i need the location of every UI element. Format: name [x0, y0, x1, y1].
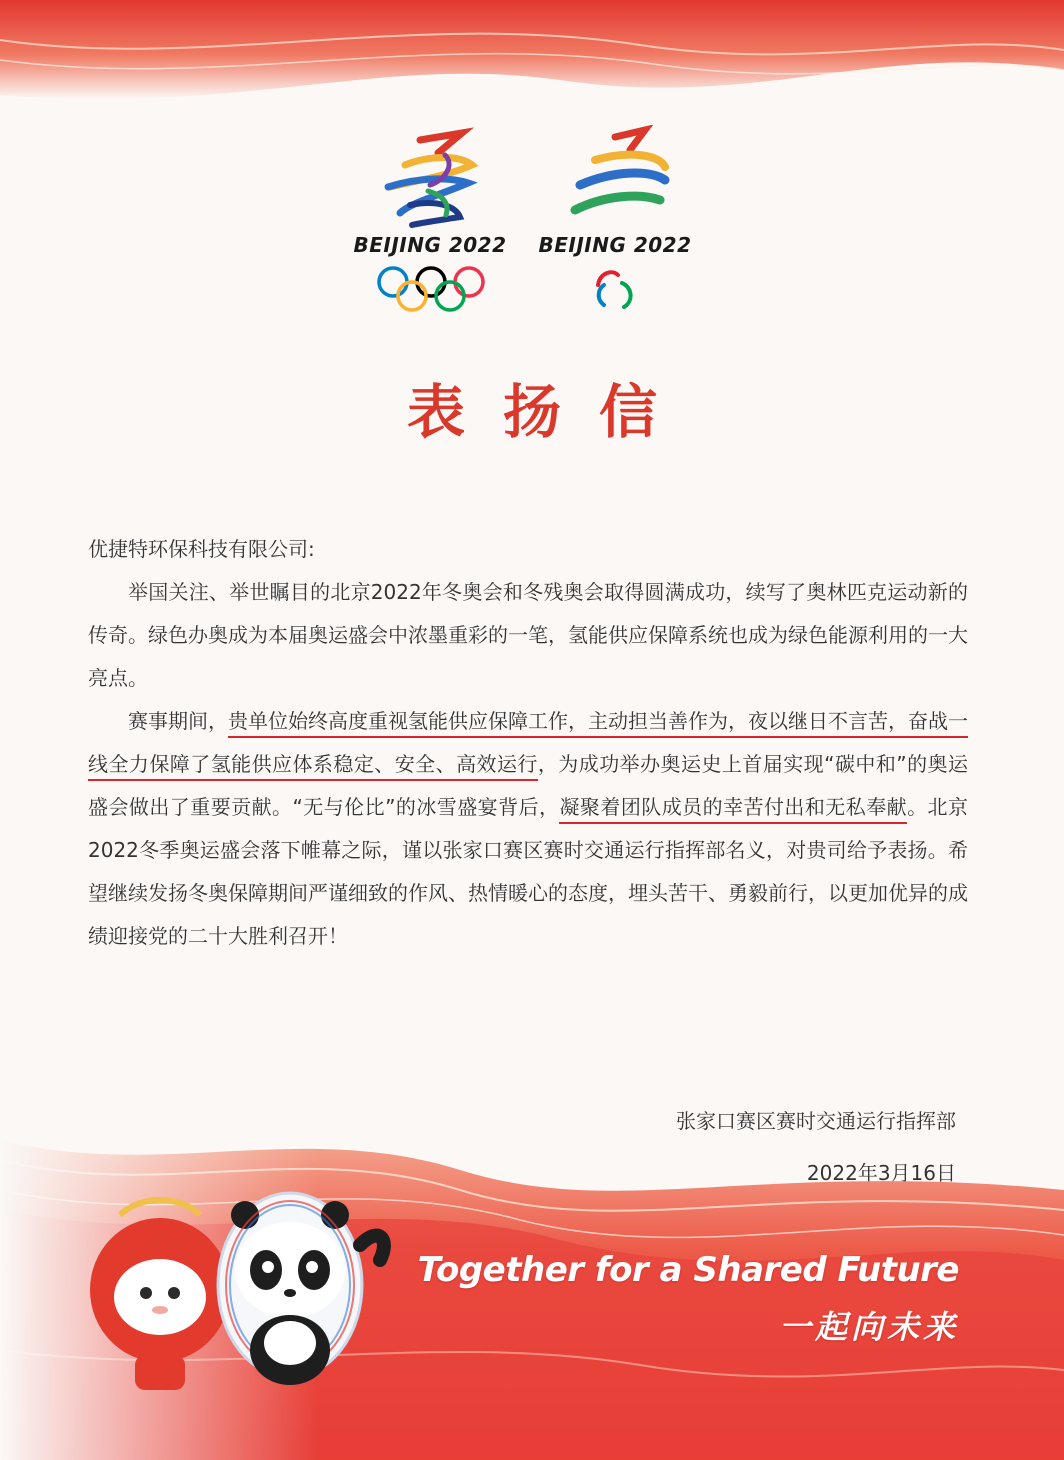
highlighted-text-2: 凝聚着团队成员的幸苦付出和无私奉献	[559, 795, 907, 824]
paragraph-2-part-1: 赛事期间，	[128, 709, 228, 733]
agitos-icon	[590, 265, 640, 313]
letter-body	[88, 528, 968, 958]
paralympic-fei-emblem-icon	[535, 125, 695, 230]
olympic-dong-emblem-icon	[350, 125, 510, 230]
paralympic-wordmark: BEIJING 2022	[538, 233, 692, 257]
bing-dwen-dwen-mascot-icon	[218, 1193, 384, 1385]
paragraph-2-part-3: 。北京2022冬季奥运盛会落下帷幕之际，谨以张家口赛区赛时交通运行指挥部名义，对贵司给予表扬。希望继续发扬冬奥保障期间严谨细致的作风、热情暖心的态度，埋头苦干、勇毅前行，以更加优异的成绩迎接党的二十大胜利召开！	[88, 795, 969, 948]
paragraph-1: 举国关注、举世瞩目的北京2022年冬奥会和冬残奥会取得圆满成功，续写了奥林匹克运动新的传奇。绿色办奥成为本届奥运盛会中浓墨重彩的一笔，氢能供应保障系统也成为绿色能源利用的一大亮点。	[88, 580, 968, 690]
top-decorative-band	[0, 0, 1064, 140]
letter-title: 表扬信	[406, 378, 695, 446]
paragraph-2-part-2: ，为成功举办奥运史上首届实现“碳中和”的奥运盛会做出了重要贡献。“无与伦比”的冰雪盛宴背后，	[88, 752, 968, 819]
slogan-chinese: 一起向未来	[778, 1308, 959, 1346]
olympic-emblem	[350, 125, 510, 315]
olympic-rings-icon	[375, 265, 490, 313]
slogan-english: Together for a Shared Future	[417, 1250, 959, 1290]
olympic-wordmark: BEIJING 2022	[353, 233, 507, 257]
paragraph-2	[88, 700, 968, 958]
paralympic-emblem	[535, 125, 695, 315]
mascots	[80, 1185, 400, 1395]
games-logos	[350, 125, 710, 325]
highlighted-text-1: 贵单位始终高度重视氢能供应保障工作，主动担当善作为，夜以继日不言苦，奋战一线全力保障了氢能供应体系稳定、安全、高效运行	[88, 709, 968, 781]
shuey-rhon-rhon-mascot-icon	[90, 1200, 230, 1390]
salutation: 优捷特环保科技有限公司:	[88, 537, 315, 561]
